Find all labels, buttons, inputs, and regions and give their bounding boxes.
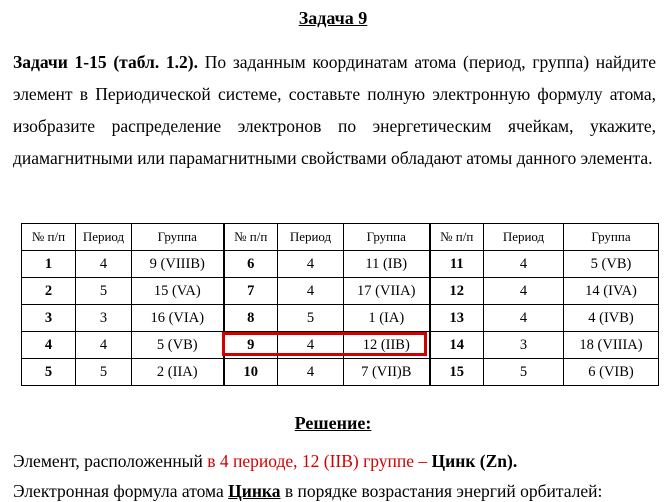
header-cell: Группа [344,224,430,251]
coordinates-table [21,223,659,386]
row-number-cell: 3 [22,305,76,332]
group-cell: 17 (VIIA) [344,278,430,305]
period-cell: 4 [484,305,564,332]
header-cell: № п/п [224,224,278,251]
task-text: По заданным координатам атома (период, группа) найдите элемент в Периодической системе, составьте полную электронную формулу атома, изобразите распределение электронов по энергетическим ячейкам, укажите, диамагнитными или парамагнитными свойствами обладают атомы данного элемента. [13,52,656,168]
group-cell: 16 (VIA) [132,305,224,332]
period-cell: 4 [484,278,564,305]
row-number-cell: 4 [22,332,76,359]
task-statement [13,46,656,174]
table-row [22,251,659,278]
table-row [22,305,659,332]
task-label: Задачи 1-15 (табл. 1.2). [13,52,199,72]
group-cell: 11 (IB) [344,251,430,278]
row-number-cell: 9 [224,332,278,359]
period-cell: 5 [76,278,132,305]
period-cell: 4 [278,359,344,386]
header-cell: Период [484,224,564,251]
highlighted-row-frame [222,332,427,356]
period-cell: 5 [484,359,564,386]
answer-prefix: Элемент, расположенный [13,451,208,471]
formula-element: Цинка [228,481,281,501]
row-number-cell: 1 [22,251,76,278]
row-number-cell: 13 [430,305,484,332]
group-cell: 12 (IIB) [344,332,430,359]
group-cell: 4 (IVB) [564,305,659,332]
group-cell: 2 (IIA) [132,359,224,386]
answer-dash: – [414,451,432,471]
formula-line [13,481,602,502]
table-row [22,359,659,386]
answer-line [13,451,517,472]
group-cell: 15 (VA) [132,278,224,305]
formula-suffix: в порядке возрастания энергий орбиталей: [280,481,603,501]
header-cell: Группа [132,224,224,251]
row-number-cell: 15 [430,359,484,386]
table-header-row [22,224,659,251]
period-cell: 4 [278,332,344,359]
row-number-cell: 10 [224,359,278,386]
table-row [22,278,659,305]
formula-prefix: Электронная формула атома [13,481,229,501]
period-cell: 3 [76,305,132,332]
answer-element: Цинк (Zn). [431,451,518,471]
group-cell: 9 (VIIIB) [132,251,224,278]
group-cell: 18 (VIIIA) [564,332,659,359]
period-cell: 3 [484,332,564,359]
solution-title: Решение: [294,413,372,433]
period-cell: 5 [76,359,132,386]
answer-coordinates: в 4 периоде, 12 (IIB) группе [207,451,415,471]
header-cell: № п/п [22,224,76,251]
period-cell: 4 [484,251,564,278]
period-cell: 4 [278,251,344,278]
group-cell: 1 (IA) [344,305,430,332]
group-cell: 14 (IVA) [564,278,659,305]
period-cell: 4 [278,278,344,305]
group-cell: 6 (VIB) [564,359,659,386]
group-cell: 5 (VB) [132,332,224,359]
header-cell: Группа [564,224,659,251]
header-cell: № п/п [430,224,484,251]
row-number-cell: 2 [22,278,76,305]
period-cell: 4 [76,251,132,278]
group-cell: 7 (VII)B [344,359,430,386]
row-number-cell: 12 [430,278,484,305]
row-number-cell: 11 [430,251,484,278]
header-cell: Период [278,224,344,251]
period-cell: 5 [278,305,344,332]
page-title: Задача 9 [298,8,368,28]
period-cell: 4 [76,332,132,359]
row-number-cell: 14 [430,332,484,359]
row-number-cell: 8 [224,305,278,332]
row-number-cell: 5 [22,359,76,386]
group-cell: 5 (VB) [564,251,659,278]
row-number-cell: 6 [224,251,278,278]
header-cell: Период [76,224,132,251]
row-number-cell: 7 [224,278,278,305]
